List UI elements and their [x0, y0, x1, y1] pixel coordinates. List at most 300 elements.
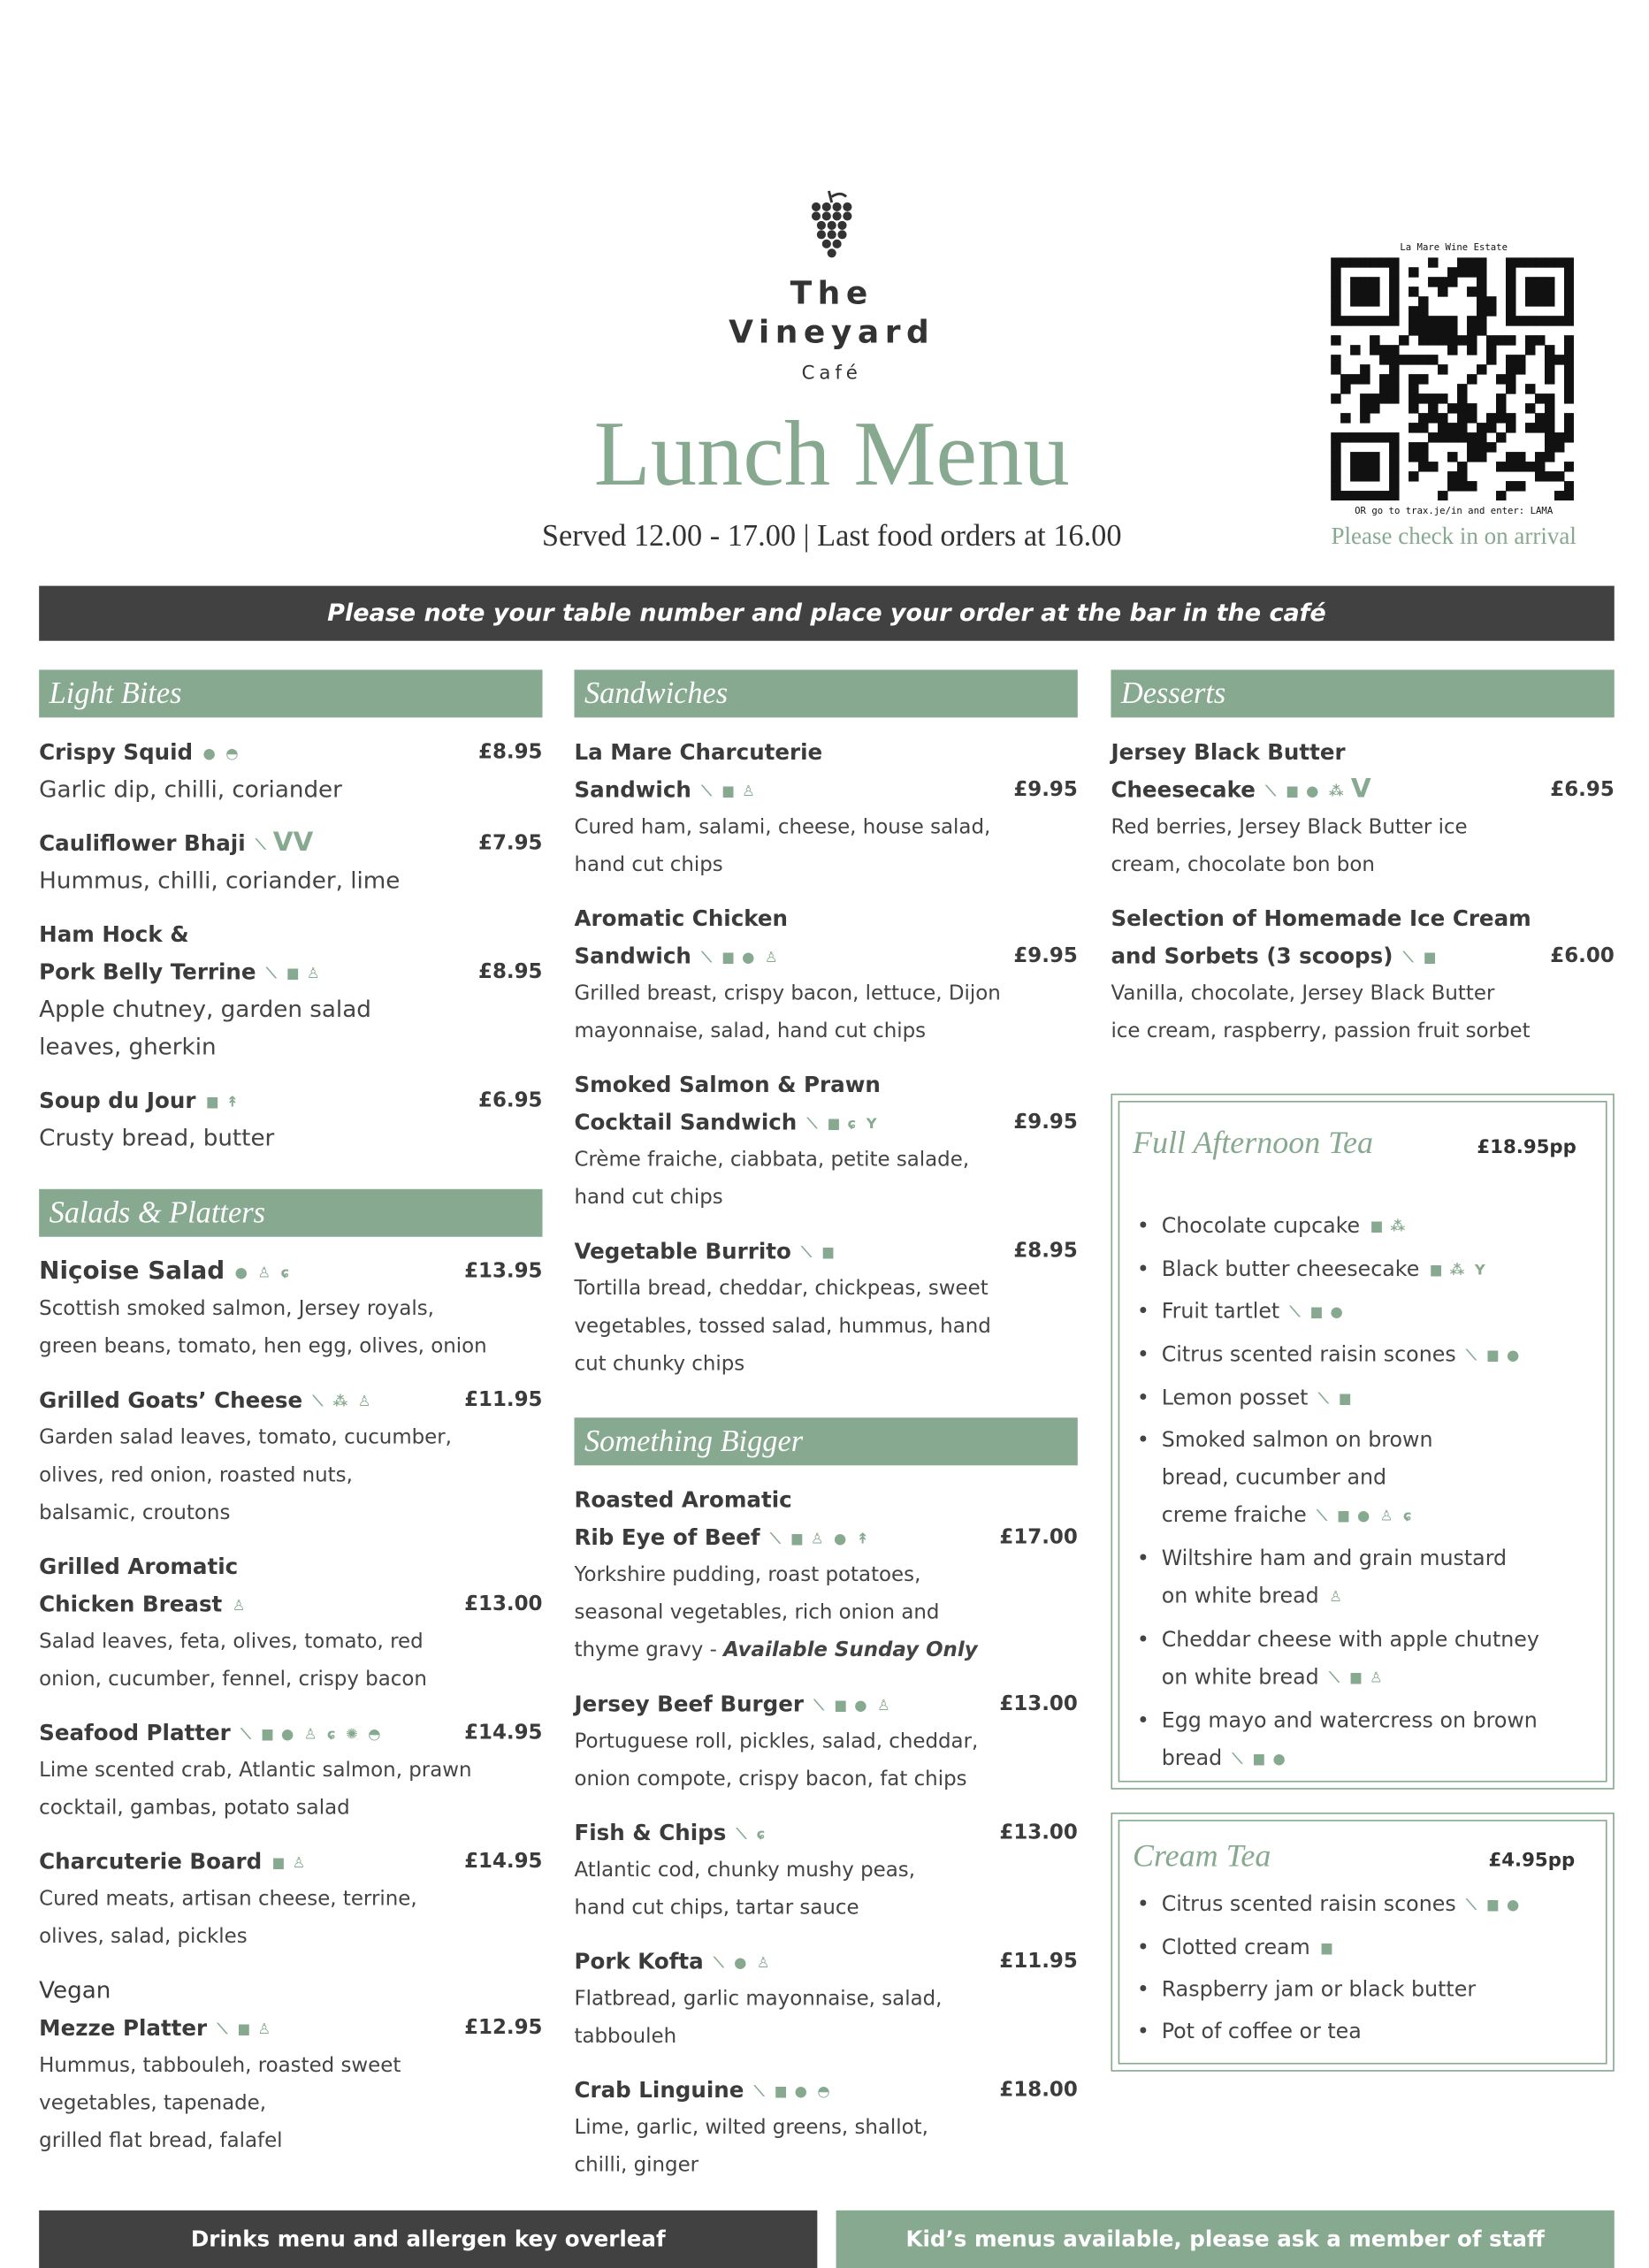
egg-icon: ●	[1306, 783, 1319, 800]
cream-tea-price: £4.95pp	[1488, 1850, 1576, 1872]
menu-item	[574, 1066, 1077, 1217]
afternoon-tea-price: £18.95pp	[1477, 1136, 1576, 1159]
item-name-row	[39, 1548, 542, 1586]
item-price: £8.95	[1013, 1240, 1078, 1264]
item-price: £7.95	[478, 831, 543, 855]
item-description	[574, 1594, 1077, 1632]
milk-icon: ▮▮	[1349, 1670, 1360, 1687]
item-name-row	[39, 1253, 542, 1291]
milk-icon: ▮▮	[1252, 1751, 1263, 1768]
item-description	[574, 1142, 1077, 1180]
section-header: Light Bites	[39, 669, 542, 717]
milk-icon: ▮▮	[721, 783, 732, 800]
menu-section	[39, 1189, 542, 2176]
mustard-icon: ♙	[1329, 1590, 1342, 1607]
milk-icon: ▮▮	[774, 2084, 785, 2101]
nuts-icon: ⁂	[1390, 1219, 1406, 1236]
description-text: vegetables, tossed salad, hummus, hand	[574, 1315, 991, 1339]
item-name-row	[574, 937, 1077, 975]
mustard-icon: ♙	[764, 950, 778, 966]
serving-hours: Served 12.00 - 17.00 | Last food orders at 16.00	[541, 517, 1122, 553]
gluten-icon: ⟍	[813, 1698, 824, 1714]
mollusc-icon: ◓	[225, 746, 239, 763]
item-price: £6.00	[1550, 944, 1615, 968]
afternoon-tea-title: Full Afternoon Tea	[1132, 1124, 1373, 1161]
tea-item-text: Clotted cream	[1161, 1936, 1310, 1960]
item-name-row	[39, 1843, 542, 1881]
gluten-icon: ⟍	[1232, 1751, 1243, 1768]
item-price: £8.95	[478, 960, 543, 984]
qr-bottom-caption: OR go to trax.je/in and enter: LAMA	[1355, 504, 1554, 517]
item-name-row	[39, 825, 542, 863]
grape-logo-icon	[805, 188, 858, 261]
menu-item	[39, 1253, 542, 1366]
fish-icon: ɕ	[280, 1265, 290, 1282]
item-price: £9.95	[1013, 944, 1078, 968]
description-text: Lime scented crab, Atlantic salmon, prawn	[39, 1759, 472, 1783]
mustard-icon: ♙	[810, 1531, 824, 1548]
description-text: ice cream, raspberry, passion fruit sorbet	[1111, 1019, 1531, 1043]
tea-item-text: Citrus scented raisin scones	[1161, 1343, 1456, 1368]
item-description	[1111, 975, 1614, 1013]
logo-the: The	[790, 276, 874, 313]
description-text: olives, red onion, roasted nuts,	[39, 1463, 353, 1487]
qr-code[interactable]	[1331, 257, 1574, 500]
description-text: Crème fraiche, ciabbata, petite salade,	[574, 1148, 970, 1172]
crustacean-icon: ✺	[346, 1727, 358, 1744]
item-name: Aromatic Chicken	[574, 905, 789, 932]
gluten-icon: ⟍	[1402, 950, 1414, 966]
item-name: Rib Eye of Beef	[574, 1524, 760, 1551]
item-name: Selection of Homemade Ice Cream	[1111, 905, 1531, 932]
mustard-icon: ♙	[303, 1727, 317, 1744]
item-price: £9.95	[1013, 778, 1078, 802]
item-name: Pork Kofta	[574, 1948, 704, 1975]
item-description	[39, 1881, 542, 1919]
description-text: onion, cucumber, fennel, crispy bacon	[39, 1668, 427, 1691]
item-name: La Mare Charcuterie	[574, 738, 823, 766]
description-text: vegetables, tapenade,	[39, 2091, 267, 2115]
nuts-icon: ⁂	[1449, 1262, 1465, 1279]
section-header: Salads & Platters	[39, 1189, 542, 1237]
item-description	[574, 2018, 1077, 2056]
item-price: £11.95	[464, 1388, 543, 1412]
description-text: Hummus, tabbouleh, roasted sweet	[39, 2054, 401, 2078]
kids-menu-note: Kid’s menus available, please ask a member of staff	[836, 2211, 1615, 2268]
gluten-icon: ⟍	[701, 950, 712, 966]
tea-item-text: Chocolate cupcake	[1161, 1215, 1361, 1239]
mollusc-icon: ◓	[368, 1727, 381, 1744]
item-price: £17.00	[999, 1525, 1078, 1550]
item-name: Sandwich	[574, 776, 691, 803]
gluten-icon: ⟍	[256, 837, 266, 854]
tea-item-text: Citrus scented raisin scones	[1161, 1893, 1456, 1917]
fish-icon: ɕ	[756, 1827, 766, 1844]
tea-item	[1133, 1702, 1604, 1779]
tea-item-text: on white bread	[1161, 1585, 1319, 1609]
tea-item	[1133, 1972, 1604, 2010]
item-name-row	[39, 1714, 542, 1753]
milk-icon: ▮▮	[1423, 950, 1434, 966]
item-price: £18.00	[999, 2078, 1078, 2103]
gluten-icon: ⟍	[1289, 1305, 1301, 1322]
item-description	[574, 1345, 1077, 1383]
dietary-badge: VV	[272, 827, 314, 859]
description-text: Cured meats, artisan cheese, terrine,	[39, 1887, 417, 1912]
milk-icon: ▮▮	[1338, 1391, 1349, 1408]
item-name-row	[1111, 900, 1614, 938]
item-name-row	[39, 2009, 542, 2047]
milk-icon: ▮▮	[1309, 1305, 1321, 1322]
item-description	[574, 846, 1077, 884]
menu-item	[39, 916, 542, 1066]
item-description	[574, 1270, 1077, 1308]
item-description	[574, 1179, 1077, 1217]
menu-item	[39, 1381, 542, 1531]
mustard-icon: ♙	[756, 1955, 770, 1972]
item-description	[39, 1419, 542, 1457]
description-text: hand cut chips	[574, 853, 723, 877]
menu-item	[574, 1814, 1077, 1928]
item-description	[39, 1918, 542, 1956]
item-name: Grilled Aromatic	[39, 1554, 239, 1580]
availability-note: Available Sunday Only	[723, 1638, 978, 1662]
item-description	[574, 2109, 1077, 2147]
menu-item	[574, 900, 1077, 1050]
menu-section	[574, 669, 1077, 1399]
description-text: Crusty bread, butter	[39, 1124, 275, 1152]
tea-item	[1133, 1208, 1604, 1247]
tea-item	[1133, 1379, 1604, 1418]
description-text: chilli, ginger	[574, 2154, 699, 2178]
fish-icon: ɕ	[847, 1116, 857, 1133]
item-price: £13.00	[999, 1821, 1078, 1844]
description-text: Garlic dip, chilli, coriander	[39, 775, 342, 803]
tea-item	[1133, 1251, 1604, 1290]
item-name: Vegan	[39, 1975, 111, 2004]
menu-item	[39, 1082, 542, 1157]
gluten-icon: ⟍	[266, 966, 277, 982]
item-name-row	[574, 1103, 1077, 1142]
description-text: hand cut chips	[574, 1186, 723, 1210]
description-text: Atlantic cod, chunky mushy peas,	[574, 1859, 916, 1882]
gluten-icon: ⟍	[801, 1245, 812, 1262]
item-name: Smoked Salmon & Prawn	[574, 1072, 881, 1098]
item-name-row	[39, 733, 542, 771]
item-name-row	[574, 1481, 1077, 1519]
item-name-row	[574, 1814, 1077, 1852]
sulphites-icon: Y	[866, 1116, 877, 1133]
description-text: Garden salad leaves, tomato, cucumber,	[39, 1426, 452, 1450]
gluten-icon: ⟍	[701, 783, 712, 800]
tea-item-text: bread	[1161, 1746, 1223, 1770]
description-text: leaves, gherkin	[39, 1033, 217, 1061]
dietary-badge: V	[1350, 774, 1371, 805]
milk-icon: ▮▮	[261, 1727, 271, 1744]
description-text: seasonal vegetables, rich onion and	[574, 1601, 940, 1625]
description-text: Tortilla bread, cheddar, chickpeas, sweet	[574, 1277, 989, 1301]
egg-icon: ●	[281, 1727, 294, 1744]
item-description	[39, 1752, 542, 1790]
mollusc-icon: ◓	[817, 2084, 830, 2101]
item-name: Pork Belly Terrine	[39, 958, 256, 986]
cream-tea-list	[1133, 1886, 1604, 2055]
gluten-icon: ⟍	[806, 1116, 818, 1133]
item-name-row	[1111, 937, 1614, 975]
celery-icon: ↟	[225, 1095, 239, 1111]
menu-item	[574, 733, 1077, 883]
tea-item	[1133, 2013, 1604, 2051]
item-description	[39, 1790, 542, 1828]
milk-icon: ▮▮	[205, 1095, 217, 1111]
menu-item	[39, 1548, 542, 1699]
item-name-row	[574, 733, 1077, 771]
item-name: Niçoise Salad	[39, 1256, 225, 1287]
tea-item	[1133, 1929, 1604, 1968]
item-name: Roasted Aromatic	[574, 1486, 792, 1514]
item-description	[39, 2122, 542, 2160]
egg-icon: ●	[734, 1955, 747, 1972]
description-text: Salad leaves, feta, olives, tomato, red	[39, 1630, 424, 1653]
item-name: Jersey Black Butter	[1111, 738, 1346, 766]
item-description	[574, 1308, 1077, 1346]
description-text: balsamic, croutons	[39, 1501, 231, 1525]
menu-item	[39, 1972, 542, 2160]
egg-icon: ●	[1506, 1348, 1520, 1364]
item-description	[1111, 846, 1614, 884]
tea-item	[1133, 1423, 1604, 1537]
afternoon-tea-box	[1111, 1094, 1614, 1790]
item-description	[574, 2147, 1077, 2185]
item-name-row	[574, 1066, 1077, 1104]
tea-item-text: Wiltshire ham and grain mustard	[1161, 1547, 1508, 1571]
menu-item	[1111, 733, 1614, 883]
menu-item	[574, 1943, 1077, 2056]
tea-item-text: Egg mayo and watercress on brown	[1161, 1708, 1538, 1733]
mustard-icon: ♙	[357, 1394, 371, 1411]
item-name: Ham Hock &	[39, 921, 189, 948]
gluten-icon: ⟍	[1329, 1670, 1340, 1687]
item-price: £9.95	[1013, 1111, 1078, 1134]
item-name-row	[574, 1519, 1077, 1557]
tea-item	[1133, 1541, 1604, 1618]
item-price: £13.95	[464, 1259, 543, 1284]
item-name: Fish & Chips	[574, 1820, 727, 1846]
item-name: Crispy Squid	[39, 738, 194, 766]
item-name: Mezze Platter	[39, 2014, 208, 2042]
description-text: Scottish smoked salmon, Jersey royals,	[39, 1297, 434, 1321]
description-text: Flatbread, garlic mayonnaise, salad,	[574, 1987, 943, 2012]
item-description	[574, 1012, 1077, 1050]
logo-vineyard: Vineyard	[729, 315, 935, 352]
mustard-icon: ♙	[257, 2022, 271, 2039]
tea-item-text: on white bread	[1161, 1666, 1319, 1690]
afternoon-tea-list	[1133, 1208, 1604, 1783]
milk-icon: ▮▮	[827, 1116, 838, 1133]
item-name: Vegetable Burrito	[574, 1238, 791, 1264]
tea-item-text: Pot of coffee or tea	[1161, 2020, 1362, 2044]
tea-item-text: Fruit tartlet	[1161, 1301, 1280, 1325]
order-banner: Please note your table number and place your order at the bar in the café	[39, 586, 1615, 641]
tea-item-text: Black butter cheesecake	[1161, 1257, 1420, 1281]
tea-item	[1133, 1886, 1604, 1925]
mustard-icon: ♙	[742, 783, 755, 800]
mustard-icon: ♙	[877, 1698, 890, 1714]
milk-icon: ▮▮	[1337, 1509, 1347, 1526]
item-name-row	[574, 1685, 1077, 1723]
menu-item	[574, 1481, 1077, 1669]
milk-icon: ▮▮	[1370, 1219, 1381, 1236]
item-name: Grilled Goats’ Cheese	[39, 1386, 303, 1414]
description-text: Apple chutney, garden salad	[39, 995, 371, 1023]
description-text: hand cut chips, tartar sauce	[574, 1896, 859, 1920]
egg-icon: ●	[794, 2084, 807, 2101]
item-name-row	[574, 771, 1077, 809]
item-name: Seafood Platter	[39, 1720, 231, 1746]
mustard-icon: ♙	[232, 1598, 246, 1615]
item-name-row	[39, 1082, 542, 1120]
tea-item-text: creme fraiche	[1161, 1505, 1307, 1529]
tea-item-text: Raspberry jam or black butter	[1161, 1979, 1477, 2003]
item-description	[574, 1631, 1077, 1669]
menu-item	[574, 2072, 1077, 2185]
menu-item	[574, 1233, 1077, 1383]
item-name-row	[39, 916, 542, 954]
tea-item-text: Lemon posset	[1161, 1386, 1309, 1410]
item-description	[574, 1852, 1077, 1890]
item-name: and Sorbets (3 scoops)	[1111, 943, 1393, 970]
gluten-icon: ⟍	[217, 2022, 228, 2039]
tea-item-text: Smoked salmon on brown	[1161, 1430, 1433, 1454]
item-name: Crab Linguine	[574, 2077, 744, 2104]
item-description	[574, 1890, 1077, 1928]
logo-cafe: Café	[801, 363, 862, 386]
description-text: Grilled breast, crispy bacon, lettuce, Dijon	[574, 981, 1001, 1006]
egg-icon: ●	[234, 1265, 248, 1282]
mustard-icon: ♙	[292, 1855, 306, 1872]
item-price: £11.95	[999, 1950, 1078, 1974]
menu-item	[39, 1843, 542, 1956]
cream-tea-box	[1111, 1813, 1614, 2072]
item-name-row	[574, 1943, 1077, 1981]
description-text: Vanilla, chocolate, Jersey Black Butter	[1111, 981, 1495, 1006]
tea-item-text: bread, cucumber and	[1161, 1467, 1387, 1491]
item-description	[574, 1981, 1077, 2019]
item-description	[574, 1556, 1077, 1594]
item-name: Chicken Breast	[39, 1591, 223, 1618]
item-price: £13.00	[999, 1692, 1078, 1716]
item-description	[39, 1328, 542, 1366]
description-text: tabbouleh	[574, 2025, 677, 2049]
item-name-row	[39, 953, 542, 991]
gluten-icon: ⟍	[1317, 1391, 1329, 1408]
item-price: £12.95	[464, 2016, 543, 2040]
sulphites-icon: Y	[1474, 1262, 1485, 1279]
egg-icon: ●	[1330, 1305, 1343, 1322]
description-text: onion compote, crispy bacon, fat chips	[574, 1768, 967, 1791]
item-price: £13.00	[464, 1592, 543, 1616]
description-text: Lime, garlic, wilted greens, shallot,	[574, 2116, 928, 2140]
item-description	[39, 1661, 542, 1699]
item-description	[39, 1494, 542, 1532]
gluten-icon: ⟍	[1317, 1509, 1327, 1526]
item-name: Cauliflower Bhaji	[39, 830, 246, 857]
milk-icon: ▮▮	[1320, 1941, 1331, 1957]
description-text: Hummus, chilli, coriander, lime	[39, 866, 401, 895]
item-description	[574, 809, 1077, 847]
fish-icon: ɕ	[1402, 1509, 1412, 1526]
item-description	[574, 1760, 1077, 1798]
milk-icon: ▮▮	[1286, 783, 1296, 800]
item-name-row	[39, 1381, 542, 1419]
menu-item	[39, 733, 542, 808]
item-name: Sandwich	[574, 943, 691, 970]
gluten-icon: ⟍	[312, 1394, 324, 1411]
description-text: Cured ham, salami, cheese, house salad,	[574, 815, 991, 839]
item-name-row	[1111, 733, 1614, 771]
menu-section	[1111, 669, 1614, 1065]
page-title: Lunch Menu	[593, 401, 1070, 505]
menu-section	[39, 669, 542, 1172]
item-price: £14.95	[464, 1850, 543, 1874]
cream-tea-title: Cream Tea	[1132, 1837, 1271, 1874]
gluten-icon: ⟍	[1466, 1898, 1477, 1914]
description-text: grilled flat bread, falafel	[39, 2129, 283, 2153]
gluten-icon: ⟍	[714, 1955, 724, 1972]
section-header: Sandwiches	[574, 669, 1077, 717]
gluten-icon: ⟍	[1466, 1348, 1477, 1364]
item-description	[39, 2084, 542, 2122]
egg-icon: ●	[1272, 1751, 1286, 1768]
check-in-note: Please check in on arrival	[1331, 522, 1576, 550]
item-description	[39, 862, 542, 900]
item-name-row	[1111, 771, 1614, 809]
description-text: green beans, tomato, hen egg, olives, onion	[39, 1335, 487, 1359]
item-name: Cocktail Sandwich	[574, 1109, 798, 1136]
item-name-row	[574, 1233, 1077, 1271]
tea-item-text: Cheddar cheese with apple chutney	[1161, 1628, 1539, 1653]
item-price: £14.95	[464, 1721, 543, 1745]
description-text: Red berries, Jersey Black Butter ice	[1111, 815, 1468, 839]
milk-icon: ▮▮	[237, 2022, 248, 2039]
item-name-row	[574, 2072, 1077, 2110]
description-text: cream, chocolate bon bon	[1111, 853, 1375, 877]
menu-item	[1111, 900, 1614, 1050]
item-description	[39, 1623, 542, 1661]
milk-icon: ▮▮	[821, 1245, 832, 1262]
tea-item	[1133, 1337, 1604, 1376]
item-description	[39, 2047, 542, 2085]
egg-icon: ●	[742, 950, 755, 966]
milk-icon: ▮▮	[721, 950, 732, 966]
item-price: £6.95	[1550, 778, 1615, 802]
item-name: Jersey Beef Burger	[574, 1691, 804, 1717]
description-text: Yorkshire pudding, roast potatoes,	[574, 1563, 921, 1587]
item-name: Charcuterie Board	[39, 1848, 263, 1875]
nuts-icon: ⁂	[1328, 783, 1344, 800]
item-name-row	[39, 1585, 542, 1623]
menu-item	[39, 825, 542, 900]
milk-icon: ▮▮	[286, 966, 297, 982]
gluten-icon: ⟍	[1265, 783, 1276, 800]
section-header: Desserts	[1111, 669, 1614, 717]
description-text: olives, salad, pickles	[39, 1925, 248, 1949]
item-price: £6.95	[478, 1088, 543, 1113]
item-description	[39, 1456, 542, 1494]
description-text: cut chunky chips	[574, 1352, 745, 1376]
item-description	[574, 1722, 1077, 1760]
menu-section	[574, 1417, 1077, 2200]
